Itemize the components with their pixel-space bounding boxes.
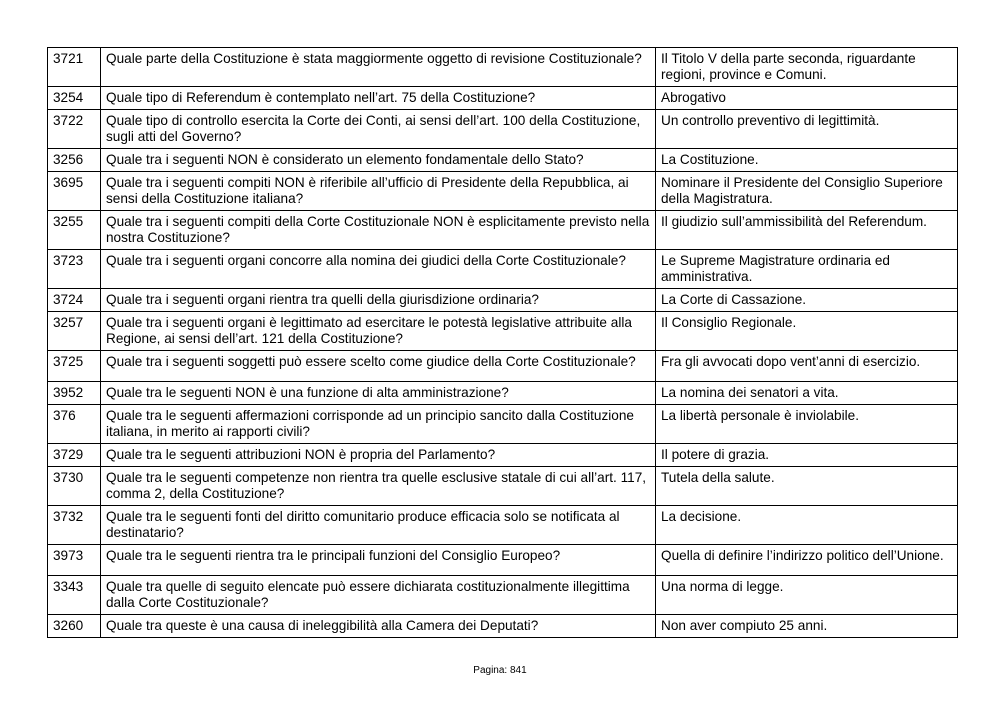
question-id: 3343 <box>48 576 101 615</box>
question-text: Quale tra le seguenti competenze non rientra tra quelle esclusive statale di cui all’art. 117, comma 2, della Costituzione? <box>101 467 656 506</box>
answer-text: Non aver compiuto 25 anni. <box>656 615 958 638</box>
question-id: 3255 <box>48 211 101 250</box>
question-text: Quale tipo di Referendum è contemplato nell’art. 75 della Costituzione? <box>101 87 656 110</box>
answer-text: Nominare il Presidente del Consiglio Superiore della Magistratura. <box>656 172 958 211</box>
question-id: 3724 <box>48 289 101 312</box>
question-text: Quale tra le seguenti rientra tra le principali funzioni del Consiglio Europeo? <box>101 545 656 576</box>
answer-text: Una norma di legge. <box>656 576 958 615</box>
question-text: Quale tra queste è una causa di ineleggibilità alla Camera dei Deputati? <box>101 615 656 638</box>
question-text: Quale tra quelle di seguito elencate può essere dichiarata costituzionalmente illegittima dalla Corte Costituzionale? <box>101 576 656 615</box>
question-id: 3721 <box>48 48 101 87</box>
answer-text: Un controllo preventivo di legittimità. <box>656 110 958 149</box>
question-id: 3722 <box>48 110 101 149</box>
table-row <box>48 312 958 351</box>
table-row <box>48 289 958 312</box>
answer-text: Quella di definire l’indirizzo politico dell’Unione. <box>656 545 958 576</box>
question-text: Quale tra le seguenti attribuzioni NON è propria del Parlamento? <box>101 444 656 467</box>
question-id: 3257 <box>48 312 101 351</box>
question-id: 3725 <box>48 351 101 382</box>
answer-text: La Corte di Cassazione. <box>656 289 958 312</box>
answer-text: Fra gli avvocati dopo vent’anni di esercizio. <box>656 351 958 382</box>
table-row <box>48 149 958 172</box>
table-row <box>48 405 958 444</box>
question-id: 3729 <box>48 444 101 467</box>
question-text: Quale tra le seguenti NON è una funzione di alta amministrazione? <box>101 382 656 405</box>
question-id: 3254 <box>48 87 101 110</box>
table-row <box>48 467 958 506</box>
question-id: 3256 <box>48 149 101 172</box>
answer-text: Le Supreme Magistrature ordinaria ed amministrativa. <box>656 250 958 289</box>
question-id: 3952 <box>48 382 101 405</box>
answer-text: Il potere di grazia. <box>656 444 958 467</box>
answer-text: La nomina dei senatori a vita. <box>656 382 958 405</box>
answer-text: La Costituzione. <box>656 149 958 172</box>
table-row <box>48 545 958 576</box>
question-id: 3732 <box>48 506 101 545</box>
page-number: Pagina: 841 <box>473 665 527 676</box>
table-row <box>48 382 958 405</box>
table-row <box>48 172 958 211</box>
table-row <box>48 576 958 615</box>
question-text: Quale tra le seguenti fonti del diritto comunitario produce efficacia solo se notificata al destinatario? <box>101 506 656 545</box>
answer-text: Il Consiglio Regionale. <box>656 312 958 351</box>
answer-text: La decisione. <box>656 506 958 545</box>
answer-text: Il giudizio sull’ammissibilità del Referendum. <box>656 211 958 250</box>
table-row <box>48 351 958 382</box>
table-row <box>48 506 958 545</box>
table-row <box>48 444 958 467</box>
question-text: Quale tra i seguenti compiti della Corte Costituzionale NON è esplicitamente previsto nella nostra Costituzione? <box>101 211 656 250</box>
question-table <box>47 47 958 638</box>
question-id: 3723 <box>48 250 101 289</box>
question-text: Quale parte della Costituzione è stata maggiormente oggetto di revisione Costituzionale? <box>101 48 656 87</box>
question-text: Quale tra le seguenti affermazioni corrisponde ad un principio sancito dalla Costituzione italiana, in merito ai rapporti civili? <box>101 405 656 444</box>
question-id: 3973 <box>48 545 101 576</box>
question-id: 3695 <box>48 172 101 211</box>
question-id: 376 <box>48 405 101 444</box>
question-text: Quale tra i seguenti compiti NON è riferibile all’ufficio di Presidente della Repubblica, ai sensi della Costituzione italiana? <box>101 172 656 211</box>
table-row <box>48 110 958 149</box>
answer-text: Il Titolo V della parte seconda, riguardante regioni, province e Comuni. <box>656 48 958 87</box>
table-row <box>48 48 958 87</box>
answer-text: Tutela della salute. <box>656 467 958 506</box>
question-text: Quale tipo di controllo esercita la Corte dei Conti, ai sensi dell’art. 100 della Costituzione, sugli atti del Governo? <box>101 110 656 149</box>
table-row <box>48 250 958 289</box>
answer-text: La libertà personale è inviolabile. <box>656 405 958 444</box>
answer-text: Abrogativo <box>656 87 958 110</box>
table-row <box>48 211 958 250</box>
question-text: Quale tra i seguenti NON è considerato un elemento fondamentale dello Stato? <box>101 149 656 172</box>
question-text: Quale tra i seguenti organi rientra tra quelli della giurisdizione ordinaria? <box>101 289 656 312</box>
question-text: Quale tra i seguenti organi concorre alla nomina dei giudici della Corte Costituzionale? <box>101 250 656 289</box>
question-text: Quale tra i seguenti soggetti può essere scelto come giudice della Corte Costituzionale? <box>101 351 656 382</box>
table-row <box>48 87 958 110</box>
question-text: Quale tra i seguenti organi è legittimato ad esercitare le potestà legislative attribuite alla Regione, ai sensi dell’art. 121 della Costituzione? <box>101 312 656 351</box>
question-id: 3730 <box>48 467 101 506</box>
question-id: 3260 <box>48 615 101 638</box>
table-row <box>48 615 958 638</box>
